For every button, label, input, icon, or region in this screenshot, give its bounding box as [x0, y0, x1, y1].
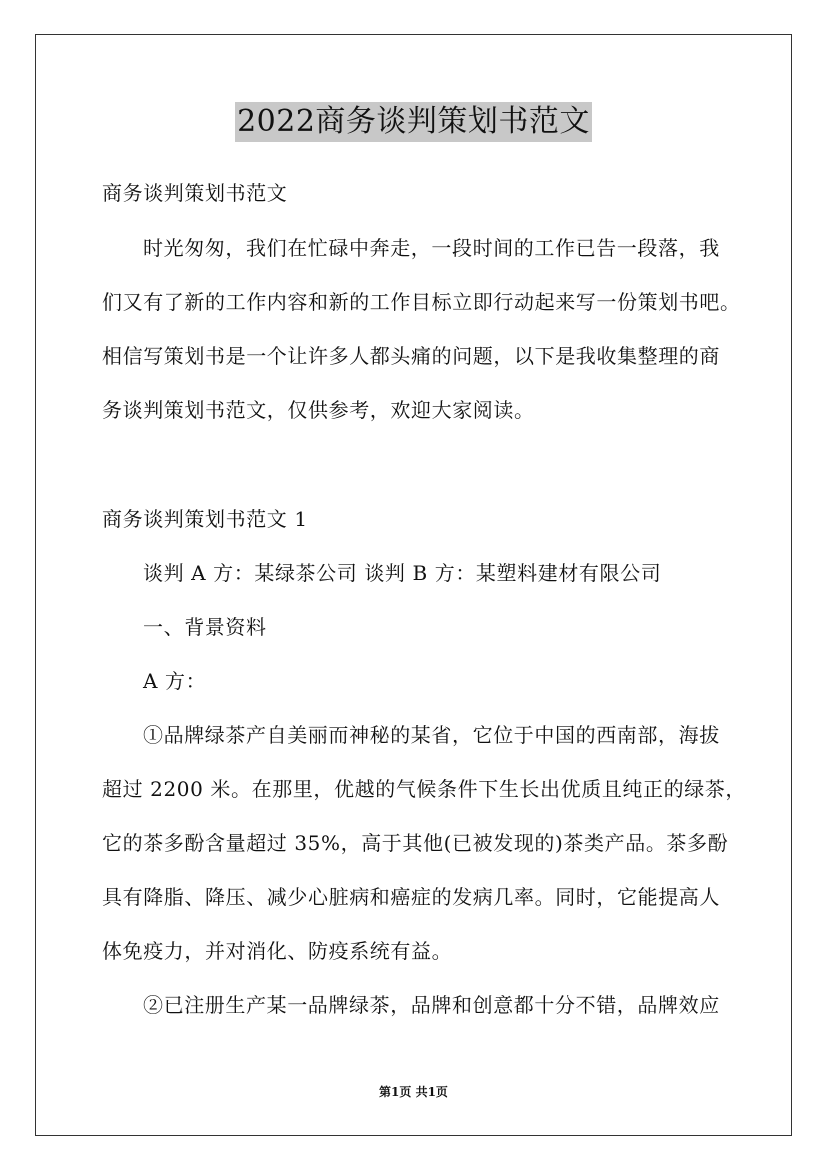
point2-line-1: ②已注册生产某一品牌绿茶，品牌和创意都十分不错，品牌效应: [143, 993, 720, 1017]
intro-line-2: 们又有了新的工作内容和新的工作目标立即行动起来写一份策划书吧。: [102, 290, 741, 314]
intro-line-3: 相信写策划书是一个让许多人都头痛的问题，以下是我收集整理的商: [102, 344, 720, 368]
party-a-label: A 方：: [143, 669, 207, 693]
point1-line-2: 超过 2200 米。在那里，优越的气候条件下生长出优质且纯正的绿茶，: [102, 777, 747, 801]
document-subtitle: 商务谈判策划书范文: [102, 181, 288, 205]
intro-line-4: 务谈判策划书范文，仅供参考，欢迎大家阅读。: [102, 398, 535, 422]
title-container: [0, 102, 827, 142]
document-title: 2022商务谈判策划书范文: [235, 102, 592, 142]
point1-line-3: 它的茶多酚含量超过 35%，高于其他(已被发现的)茶类产品。茶多酚: [102, 831, 729, 855]
parties-line: 谈判 A 方：某绿茶公司 谈判 B 方：某塑料建材有限公司: [143, 561, 662, 585]
page-footer: 第1页 共1页: [379, 1085, 448, 1099]
section-title: 商务谈判策划书范文 1: [102, 507, 308, 531]
point1-line-1: ①品牌绿茶产自美丽而神秘的某省，它位于中国的西南部，海拔: [143, 723, 720, 747]
background-heading: 一、背景资料: [143, 615, 267, 639]
intro-line-1: 时光匆匆，我们在忙碌中奔走，一段时间的工作已告一段落，我: [143, 236, 720, 260]
point1-line-5: 体免疫力，并对消化、防疫系统有益。: [102, 939, 453, 963]
point1-line-4: 具有降脂、降压、减少心脏病和癌症的发病几率。同时，它能提高人: [102, 885, 720, 909]
